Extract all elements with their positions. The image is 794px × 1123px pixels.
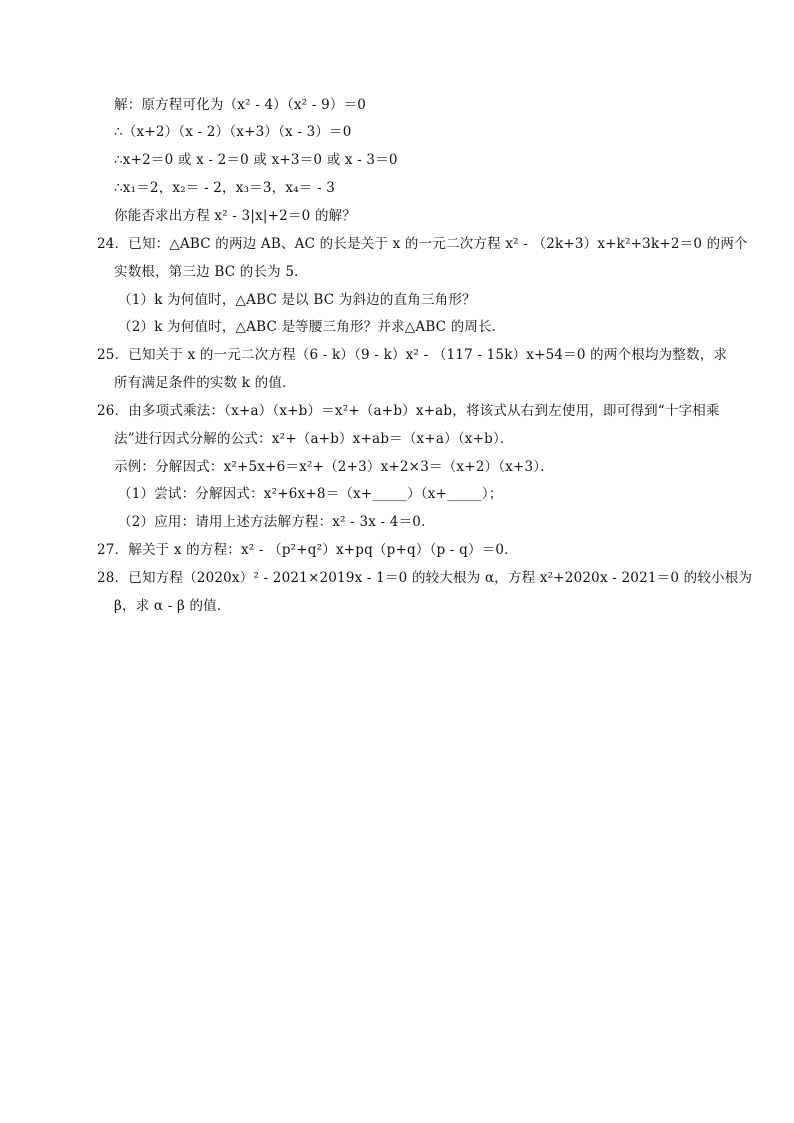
question-25-line-1: 25．已知关于 x 的一元二次方程（6 - k）（9 - k）x² - （117 - 15k）x+54＝0 的两个根均为整数，求 xyxy=(97,347,728,363)
question-28-line-1: 28．已知方程（2020x）² - 2021×2019x - 1＝0 的较大根为 α，方程 x²+2020x - 2021＝0 的较小根为 xyxy=(97,570,753,586)
question-24-part-1: （1）k 为何值时，△ABC 是以 BC 为斜边的直角三角形？ xyxy=(118,292,476,308)
question-26-part-2: （2）应用：请用上述方法解方程：x² - 3x - 4＝0． xyxy=(118,514,435,530)
intro-line-3: ∴x+2＝0 或 x - 2＝0 或 x+3＝0 或 x - 3＝0 xyxy=(114,152,398,168)
question-26-part-1: （1）尝试：分解因式：x²+6x+8＝（x+_____）（x+_____）； xyxy=(118,486,503,502)
intro-line-5: 你能否求出方程 x² - 3|x|+2＝0 的解？ xyxy=(114,208,357,224)
question-27-line-1: 27．解关于 x 的方程：x² - （p²+q²）x+pq（p+q）（p - q）＝0． xyxy=(97,542,518,558)
question-24-part-2: （2）k 为何值时，△ABC 是等腰三角形？并求△ABC 的周长． xyxy=(118,319,506,335)
intro-line-1: 解：原方程可化为（x² - 4）（x² - 9）＝0 xyxy=(114,97,367,113)
intro-line-2: ∴（x+2）（x - 2）（x+3）（x - 3）＝0 xyxy=(114,124,352,140)
question-26-line-3: 示例：分解因式：x²+5x+6＝x²+（2+3）x+2×3＝（x+2）（x+3）． xyxy=(114,459,554,475)
question-25-line-2: 所有满足条件的实数 k 的值． xyxy=(114,375,296,391)
question-26-line-2: 法”进行因式分解的公式：x²+（a+b）x+ab＝（x+a）（x+b）． xyxy=(114,431,514,447)
question-28-line-2: β，求 α - β 的值． xyxy=(114,598,231,614)
question-24-line-2: 实数根，第三边 BC 的长为 5． xyxy=(114,264,308,280)
intro-line-4: ∴x₁＝2，x₂＝ - 2，x₃＝3，x₄＝ - 3 xyxy=(114,180,336,196)
question-24-line-1: 24．已知：△ABC 的两边 AB、AC 的长是关于 x 的一元二次方程 x² - （2k+3）x+k²+3k+2＝0 的两个 xyxy=(97,236,748,252)
question-26-line-1: 26．由多项式乘法：（x+a）（x+b）＝x²+（a+b）x+ab，将该式从右到左使用，即可得到“十字相乘 xyxy=(97,403,720,419)
